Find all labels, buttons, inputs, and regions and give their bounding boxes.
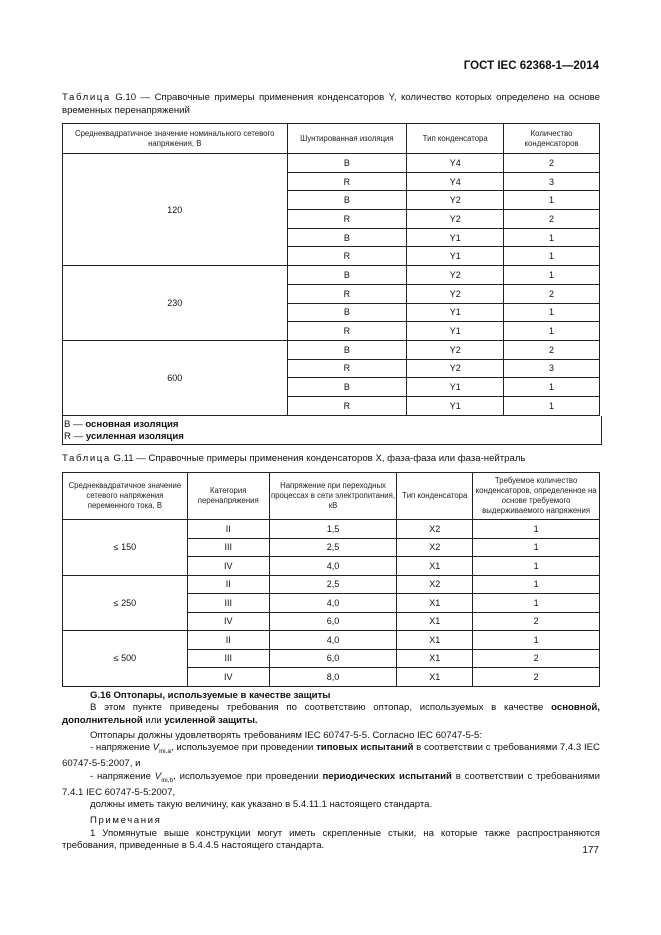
table-cell: 1: [504, 266, 600, 285]
table-cell: X2: [397, 538, 473, 557]
document-header: ГОСТ IEC 62368-1—2014: [463, 60, 599, 72]
table-cell: 2: [504, 284, 600, 303]
legend-b: основная изоляция: [85, 419, 179, 430]
text-bold: основной, дополнительной: [62, 702, 600, 726]
table-cell: X1: [397, 668, 473, 687]
paragraph: должны иметь такую величину, как указано в 5.4.11.1 настоящего стандарта.: [90, 799, 433, 811]
table-cell: B: [287, 228, 407, 247]
table-cell: 4,0: [269, 631, 397, 650]
table-cell: R: [287, 284, 407, 303]
text: , используемое при проведении: [173, 770, 323, 782]
text: - напряжение: [90, 742, 153, 754]
table-cell: X1: [397, 649, 473, 668]
table-cell: 2: [504, 154, 600, 173]
table-cell: Y2: [407, 359, 504, 378]
subscript: ini,b: [161, 776, 174, 784]
table-cell: R: [287, 172, 407, 191]
table-cell: 1: [473, 557, 600, 576]
table-cell: R: [287, 396, 407, 415]
table-cell: R: [287, 359, 407, 378]
table-cell: 1: [504, 247, 600, 266]
table-cell: X1: [397, 557, 473, 576]
table-cell: Y2: [407, 340, 504, 359]
table-cell: B: [287, 340, 407, 359]
table-cell: X2: [397, 520, 473, 539]
caption-text: G.11 — Справочные примеры применения конденсаторов X, фаза-фаза или фаза-нейтраль: [110, 453, 526, 464]
section-heading: G.16 Оптопары, используемые в качестве защиты: [90, 690, 331, 701]
table-g10-caption: [62, 91, 600, 117]
table-g11: [62, 472, 600, 687]
voltage-cell: 600: [63, 340, 288, 415]
column-header: Напряжение при переходных процессах в сети электропитания, кВ: [269, 473, 397, 520]
table-cell: 2,5: [269, 575, 397, 594]
table-cell: 1: [473, 594, 600, 613]
table-cell: Y1: [407, 322, 504, 341]
table-cell: II: [187, 631, 269, 650]
table-cell: 2: [473, 649, 600, 668]
table-cell: 2: [504, 340, 600, 359]
table-cell: R: [287, 247, 407, 266]
table-cell: 1: [504, 322, 600, 341]
table-cell: 2: [504, 210, 600, 229]
list-item: [62, 742, 600, 771]
table-g11-caption: [62, 452, 600, 465]
column-header: Тип конденсатора: [407, 124, 504, 154]
table-cell: II: [187, 575, 269, 594]
table-cell: B: [287, 154, 407, 173]
column-header: Требуемое количество конденсаторов, определенное на основе требуемого выдерживаемого напряжения: [473, 473, 600, 520]
text: в соответствии с требованиями 7.4.1 IEC 60747-5-5:2007,: [62, 770, 600, 798]
column-header: Среднеквадратичное значение номинального сетевого напряжения, В: [63, 124, 288, 154]
voltage-cell: ≤ 500: [63, 631, 188, 687]
text: или: [142, 714, 165, 726]
table-cell: 1: [473, 575, 600, 594]
table-cell: 4,0: [269, 594, 397, 613]
table-row: [63, 520, 600, 539]
table-row: [63, 340, 600, 359]
voltage-cell: ≤ 250: [63, 575, 188, 631]
table-header-row: [63, 473, 600, 520]
table-cell: III: [187, 649, 269, 668]
text-bold: усиленной защиты.: [164, 714, 258, 726]
table-cell: 3: [504, 359, 600, 378]
table-cell: 6,0: [269, 649, 397, 668]
table-cell: B: [287, 191, 407, 210]
table-row: [63, 154, 600, 173]
text: - напряжение: [90, 770, 155, 782]
table-cell: Y1: [407, 396, 504, 415]
caption-lead: Таблица: [62, 92, 111, 103]
table-row: [63, 631, 600, 650]
table-cell: 4,0: [269, 557, 397, 576]
note: 1 Упомянутые выше конструкции могут иметь скрепленные стыки, на которые также распространяются требования, приведенные в 5.4.4.5 настоящего стандарта.: [62, 827, 600, 852]
table-cell: IV: [187, 612, 269, 631]
table-cell: Y2: [407, 266, 504, 285]
notes-heading: Примечания: [90, 815, 162, 827]
text-bold: периодических испытаний: [322, 770, 452, 782]
table-cell: 8,0: [269, 668, 397, 687]
table-row: [63, 575, 600, 594]
table-cell: X1: [397, 594, 473, 613]
table-cell: 1: [473, 631, 600, 650]
column-header: Тип конденсатора: [397, 473, 473, 520]
table-row: [63, 266, 600, 285]
table-cell: 1,5: [269, 520, 397, 539]
voltage-cell: ≤ 150: [63, 520, 188, 576]
table-cell: II: [187, 520, 269, 539]
list-item: [62, 771, 600, 800]
table-cell: R: [287, 210, 407, 229]
legend-r-prefix: R —: [64, 430, 86, 442]
table-cell: B: [287, 266, 407, 285]
table-cell: X2: [397, 575, 473, 594]
table-cell: Y1: [407, 378, 504, 397]
table-cell: 1: [504, 396, 600, 415]
symbol: V: [152, 742, 160, 754]
subscript: ini,a: [159, 748, 172, 756]
table-cell: Y2: [407, 284, 504, 303]
table-cell: Y1: [407, 228, 504, 247]
table-cell: B: [287, 303, 407, 322]
table-cell: 1: [504, 228, 600, 247]
column-header: Шунтированная изоляция: [287, 124, 407, 154]
table-cell: Y4: [407, 154, 504, 173]
legend-b-prefix: B —: [64, 419, 86, 430]
text: , используемое при проведении: [171, 742, 317, 754]
column-header: Категория перенапряжения: [187, 473, 269, 520]
caption-text: G.10 — Справочные примеры применения конденсаторов Y, количество которых определено на основе временных перенапряжений: [62, 92, 600, 116]
table-cell: Y1: [407, 247, 504, 266]
table-cell: X1: [397, 631, 473, 650]
paragraph: Оптопары должны удовлетворять требованиям IEC 60747-5-5. Согласно IEC 60747-5-5:: [90, 729, 483, 741]
text-bold: типовых испытаний: [316, 742, 414, 754]
table-cell: Y4: [407, 172, 504, 191]
table-cell: 3: [504, 172, 600, 191]
caption-lead: Таблица: [62, 453, 111, 464]
table-header-row: [63, 124, 600, 154]
page-number: 177: [582, 845, 599, 856]
table-cell: 6,0: [269, 612, 397, 631]
paragraph: [62, 702, 600, 727]
legend-box: [62, 416, 602, 445]
table-cell: Y1: [407, 303, 504, 322]
table-cell: Y2: [407, 191, 504, 210]
section-g16: [62, 690, 600, 852]
table-cell: IV: [187, 668, 269, 687]
table-cell: 1: [504, 191, 600, 210]
voltage-cell: 230: [63, 266, 288, 341]
table-cell: 2,5: [269, 538, 397, 557]
table-cell: 1: [504, 303, 600, 322]
table-cell: Y2: [407, 210, 504, 229]
table-cell: 2: [473, 668, 600, 687]
table-cell: IV: [187, 557, 269, 576]
text: в соответствии с требованиями 7.4.3 IEC 60747-5-5:2007, и: [62, 742, 600, 770]
text: В этом пункте приведены требования по соответствию оптопар, используемых в качестве: [90, 702, 552, 714]
legend-r: усиленная изоляция: [85, 430, 184, 442]
table-cell: III: [187, 538, 269, 557]
table-cell: III: [187, 594, 269, 613]
voltage-cell: 120: [63, 154, 288, 266]
table-cell: 1: [504, 378, 600, 397]
symbol: V: [154, 770, 162, 782]
table-g10: [62, 123, 600, 416]
column-header: Количество конденсаторов: [504, 124, 600, 154]
table-cell: 1: [473, 538, 600, 557]
table-cell: 1: [473, 520, 600, 539]
column-header: Среднеквадратичное значение сетевого напряжения переменного тока, В: [63, 473, 188, 520]
table-cell: X1: [397, 612, 473, 631]
table-cell: B: [287, 378, 407, 397]
table-cell: 2: [473, 612, 600, 631]
table-cell: R: [287, 322, 407, 341]
